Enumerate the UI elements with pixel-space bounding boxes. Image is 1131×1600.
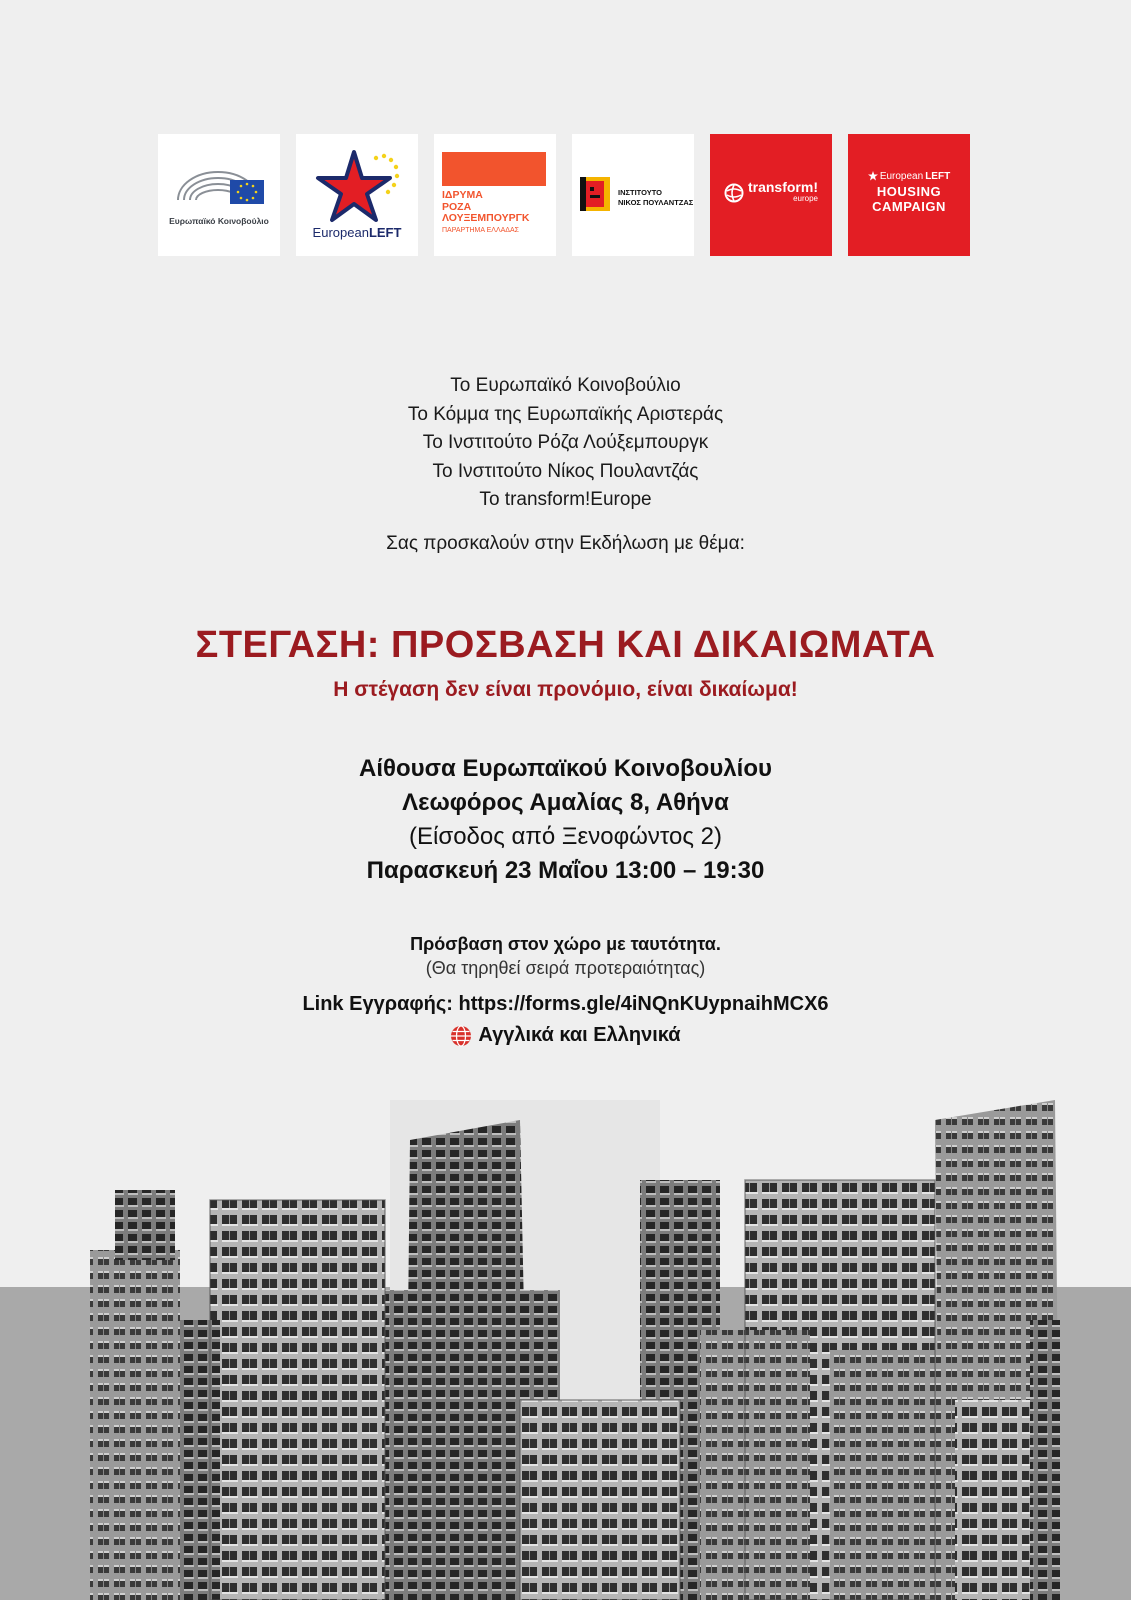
poulantzas-logo [572, 134, 694, 256]
organizer-5: Το transform!Europe [479, 489, 652, 510]
organizer-4: Το Ινστιτούτο Νίκος Πουλαντζάς [432, 460, 699, 482]
access-block [0, 932, 1131, 980]
rosa-line-1: ΙΔΡΥΜΑ [442, 189, 483, 201]
venue-block [0, 752, 1131, 888]
registration-link[interactable]: https://forms.gle/4iNQnKUypnaihMCX6 [458, 993, 829, 1015]
housing-line-3: CAMPAIGN [872, 198, 946, 214]
rosa-line-3: ΛΟΥΞΕΜΠΟΥΡΓΚ [442, 212, 530, 224]
poulantzas-line-1: ΙΝΣΤΙΤΟΥΤΟ [618, 188, 663, 197]
european-left-caption-b: LEFT [368, 225, 402, 240]
european-left-logo [296, 134, 418, 256]
housing-line-2: HOUSING [876, 183, 942, 199]
organizer-1: Το Ευρωπαϊκό Κοινοβούλιο [450, 375, 681, 396]
globe-icon [450, 1025, 472, 1047]
event-datetime: Παρασκευή 23 Μαΐου 13:00 – 19:30 [366, 857, 765, 884]
european-parliament-logo [158, 134, 280, 256]
housing-campaign-logo [848, 134, 970, 256]
transform-europe-logo [710, 134, 832, 256]
globe-icon [724, 183, 744, 203]
transform-line-2: europe [793, 194, 818, 203]
languages-text: Αγγλικά και Ελληνικά [478, 1024, 681, 1046]
apartment-blocks-illustration [0, 1100, 1131, 1600]
languages-line [0, 1024, 1131, 1047]
event-subtitle: Η στέγαση δεν είναι προνόμιο, είναι δικαίωμα! [333, 678, 798, 701]
venue-entrance: (Είσοδος από Ξενοφώντος 2) [409, 823, 722, 850]
parliament-hemicycle-icon [158, 134, 280, 256]
poulantzas-face-icon [578, 175, 618, 215]
registration-label: Link Εγγραφής: [302, 993, 453, 1015]
venue-hall: Αίθουσα Ευρωπαϊκού Κοινοβουλίου [359, 755, 772, 782]
rosa-orange-block [442, 152, 546, 186]
european-left-caption-a: European [312, 225, 369, 240]
venue-address: Λεωφόρος Αμαλίας 8, Αθήνα [402, 789, 729, 816]
sponsor-logos [158, 134, 970, 256]
rosa-luxemburg-logo [434, 134, 556, 256]
organizers-list [0, 372, 1131, 515]
small-star-icon [868, 171, 878, 181]
organizer-3: Το Ινστιτούτο Ρόζα Λούξεμπουργκ [422, 432, 709, 453]
organizer-2: Το Κόμμα της Ευρωπαϊκής Αριστεράς [407, 403, 724, 425]
parliament-caption: Ευρωπαϊκό Κοινοβούλιο [169, 216, 269, 226]
rosa-line-2: ΡΟΖΑ [442, 200, 472, 213]
registration-line [0, 993, 1131, 1016]
access-note: Πρόσβαση στον χώρο με ταυτότητα. [410, 934, 721, 954]
event-title: ΣΤΕΓΑΣΗ: ΠΡΟΣΒΑΣΗ ΚΑΙ ΔΙΚΑΙΩΜΑΤΑ [195, 624, 936, 666]
housing-eu-a: European [879, 170, 924, 182]
rosa-line-4: ΠΑΡΑΡΤΗΜΑ ΕΛΛΑΔΑΣ [442, 226, 519, 234]
poulantzas-line-2: ΝΙΚΟΣ ΠΟΥΛΑΝΤΖΑΣ [618, 198, 694, 207]
housing-eu-b: LEFT [925, 170, 951, 182]
priority-note: (Θα τηρηθεί σειρά προτεραιότητας) [425, 958, 706, 978]
transform-line-1: transform! [747, 179, 818, 195]
invite-text: Σας προσκαλούν στην Εκδήλωση με θέμα: [386, 533, 745, 554]
